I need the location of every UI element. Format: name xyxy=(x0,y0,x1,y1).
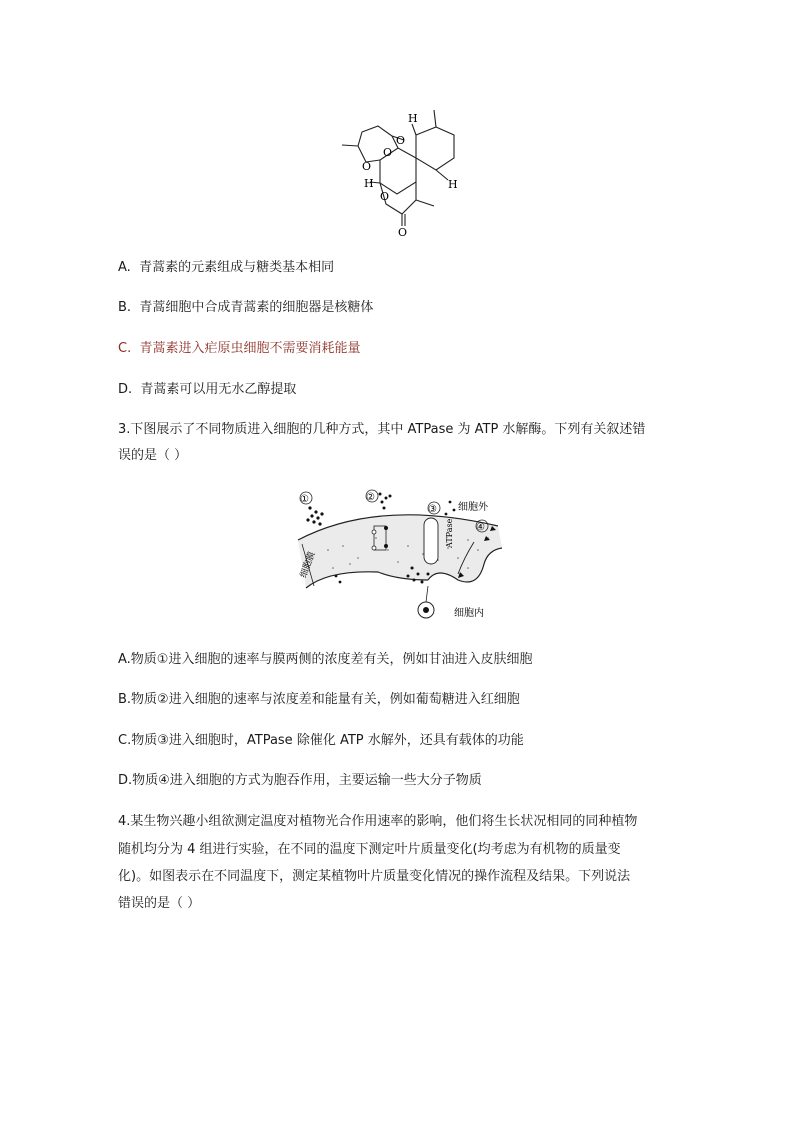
atom-o1: O xyxy=(396,134,406,147)
label-4: ④ xyxy=(476,522,485,533)
membrane-transport-diagram xyxy=(288,488,518,628)
q3-option-a: A.物质①进入细胞的速率与膜两侧的浓度差有关，例如甘油进入皮肤细胞 xyxy=(118,652,533,667)
artemisinin-structure xyxy=(330,100,480,240)
atom-o2: O xyxy=(383,146,393,159)
atom-o3: O xyxy=(362,160,372,173)
q4-line3: 化)。如图表示在不同温度下，测定某植物叶片质量变化情况的操作流程及结果。下列说法 xyxy=(118,869,631,884)
q4-line1: 4.某生物兴趣小组欲测定温度对植物光合作用速率的影响，他们将生长状况相同的同种植物 xyxy=(118,814,638,829)
q3-option-b: B.物质②进入细胞的速率与浓度差和能量有关，例如葡萄糖进入红细胞 xyxy=(118,692,520,707)
outside-label: 细胞外 xyxy=(458,502,488,513)
q3-stem-line1: 3.下图展示了不同物质进入细胞的几种方式，其中 ATPase 为 ATP 水解酶。下列有关叙述错 xyxy=(118,422,646,437)
q2-option-d: D. 青蒿素可以用无水乙醇提取 xyxy=(118,382,297,397)
q3-option-c: C.物质③进入细胞时，ATPase 除催化 ATP 水解外，还具有载体的功能 xyxy=(118,733,524,748)
label-3: ③ xyxy=(428,504,437,515)
q2-option-c: C. 青蒿素进入疟原虫细胞不需要消耗能量 xyxy=(118,341,361,356)
atom-h-left: H xyxy=(364,177,374,190)
label-1: ① xyxy=(300,494,309,505)
q2-option-b: B. 青蒿细胞中合成青蒿素的细胞器是核糖体 xyxy=(118,300,374,315)
q3-option-d: D.物质④进入细胞的方式为胞吞作用，主要运输一些大分子物质 xyxy=(118,773,482,788)
q4-line2: 随机均分为 4 组进行实验，在不同的温度下测定叶片质量变化(均考虑为有机物的质量变 xyxy=(118,842,621,857)
q2-option-a: A. 青蒿素的元素组成与糖类基本相同 xyxy=(118,260,335,275)
label-2: ② xyxy=(366,492,375,503)
atom-h-top: H xyxy=(408,112,418,125)
atom-o4: O xyxy=(380,190,390,203)
membrane-label: 细胞膜 xyxy=(298,550,318,580)
atom-h-right: H xyxy=(448,178,458,191)
q3-stem-line2: 误的是（ ） xyxy=(118,448,188,463)
atpase-label: ATPase xyxy=(445,518,454,548)
atom-o-carbonyl: O xyxy=(398,226,408,239)
q4-line4: 错误的是（ ） xyxy=(118,896,201,911)
inside-label: 细胞内 xyxy=(454,608,484,619)
